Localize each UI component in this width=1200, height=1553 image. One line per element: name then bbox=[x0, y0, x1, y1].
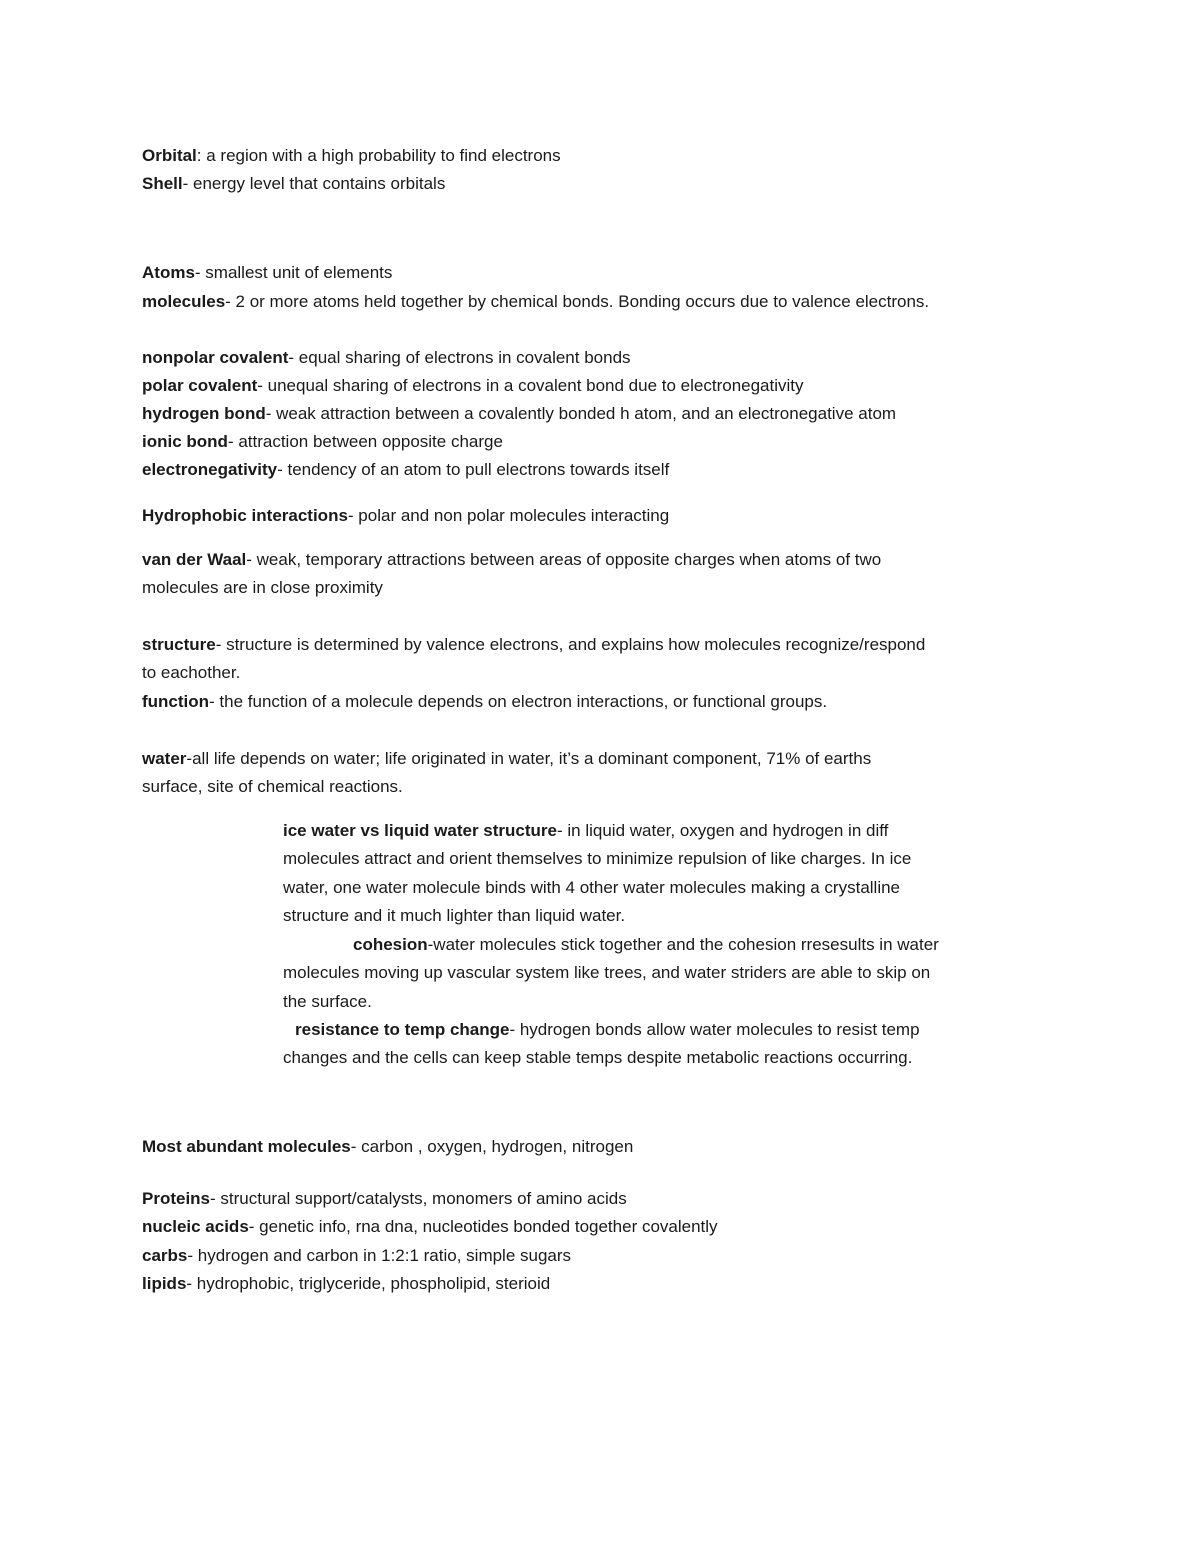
term: polar covalent bbox=[142, 376, 258, 395]
term: nonpolar covalent bbox=[142, 348, 289, 367]
term: hydrogen bond bbox=[142, 404, 266, 423]
ice-water-continuation-1: molecules attract and orient themselves to minimize repulsion of like charges. In ice bbox=[283, 849, 912, 868]
definition: - weak attraction between a covalently bonded h atom, and an electronegative atom bbox=[265, 404, 897, 423]
term: ionic bond bbox=[142, 432, 228, 451]
definition: - polar and non polar molecules interacting bbox=[347, 506, 670, 525]
term: electronegativity bbox=[142, 460, 278, 479]
cohesion-line bbox=[353, 934, 939, 956]
function-line bbox=[142, 691, 827, 713]
definition: - hydrogen bonds allow water molecules to resist temp bbox=[509, 1020, 920, 1039]
definition: - 2 or more atoms held together by chemical bonds. Bonding occurs due to valence electrons. bbox=[225, 292, 930, 311]
ice-water-line bbox=[283, 820, 888, 842]
term: structure bbox=[142, 635, 216, 654]
ice-water-continuation-2: water, one water molecule binds with 4 other water molecules making a crystalline bbox=[283, 878, 901, 897]
term: resistance to temp change bbox=[295, 1020, 510, 1039]
definition: - hydrophobic, triglyceride, phospholipid, sterioid bbox=[186, 1274, 551, 1293]
resistance-continuation: changes and the cells can keep stable temps despite metabolic reactions occurring. bbox=[283, 1048, 913, 1067]
shell-line bbox=[142, 173, 445, 195]
structure-continuation: to eachother. bbox=[142, 663, 241, 682]
definition: - energy level that contains orbitals bbox=[182, 174, 446, 193]
definition: - genetic info, rna dna, nucleotides bonded together covalently bbox=[248, 1217, 718, 1236]
resistance-line bbox=[295, 1019, 920, 1041]
definition: - the function of a molecule depends on electron interactions, or functional groups. bbox=[209, 692, 828, 711]
van-der-waal-continuation: molecules are in close proximity bbox=[142, 578, 383, 597]
term: Shell bbox=[142, 174, 183, 193]
term: Atoms bbox=[142, 263, 195, 282]
hydrogen-bond-line bbox=[142, 403, 896, 425]
definition: - attraction between opposite charge bbox=[227, 432, 503, 451]
term: water bbox=[142, 749, 187, 768]
definition: - smallest unit of elements bbox=[194, 263, 393, 282]
definition: - equal sharing of electrons in covalent bonds bbox=[288, 348, 631, 367]
term: Orbital bbox=[142, 146, 197, 165]
term: cohesion bbox=[353, 935, 428, 954]
term: carbs bbox=[142, 1246, 188, 1265]
water-line bbox=[142, 748, 871, 770]
nonpolar-line bbox=[142, 347, 631, 369]
term: van der Waal bbox=[142, 550, 247, 569]
definition: - in liquid water, oxygen and hydrogen in diff bbox=[556, 821, 889, 840]
ionic-bond-line bbox=[142, 431, 503, 453]
ice-water-continuation-3: structure and it much lighter than liquid water. bbox=[283, 906, 626, 925]
structure-line bbox=[142, 634, 925, 656]
term: Proteins bbox=[142, 1189, 211, 1208]
definition: - unequal sharing of electrons in a covalent bond due to electronegativity bbox=[257, 376, 804, 395]
definition: - hydrogen and carbon in 1:2:1 ratio, simple sugars bbox=[187, 1246, 572, 1265]
nucleic-acids-line bbox=[142, 1216, 718, 1238]
cohesion-continuation-1: molecules moving up vascular system like trees, and water striders are able to skip on bbox=[283, 963, 931, 982]
definition: - tendency of an atom to pull electrons towards itself bbox=[277, 460, 670, 479]
hydrophobic-line bbox=[142, 505, 669, 527]
atoms-line bbox=[142, 262, 392, 284]
carbs-line bbox=[142, 1245, 571, 1267]
term: Most abundant molecules bbox=[142, 1137, 351, 1156]
definition: - weak, temporary attractions between areas of opposite charges when atoms of two bbox=[246, 550, 882, 569]
van-der-waal-line bbox=[142, 549, 881, 571]
definition: -all life depends on water; life originated in water, it’s a dominant component, 71% of earths bbox=[186, 749, 872, 768]
term: function bbox=[142, 692, 210, 711]
orbital-line bbox=[142, 145, 561, 167]
abundant-line bbox=[142, 1136, 633, 1158]
electronegativity-line bbox=[142, 459, 669, 481]
proteins-line bbox=[142, 1188, 627, 1210]
term: ice water vs liquid water structure bbox=[283, 821, 557, 840]
definition: - carbon , oxygen, hydrogen, nitrogen bbox=[350, 1137, 634, 1156]
term: nucleic acids bbox=[142, 1217, 249, 1236]
cohesion-continuation-2: the surface. bbox=[283, 992, 372, 1011]
definition: : a region with a high probability to find electrons bbox=[196, 146, 561, 165]
term: molecules bbox=[142, 292, 226, 311]
polar-line bbox=[142, 375, 804, 397]
definition: - structure is determined by valence electrons, and explains how molecules recognize/respond bbox=[215, 635, 926, 654]
molecules-line bbox=[142, 291, 929, 313]
term: Hydrophobic interactions bbox=[142, 506, 348, 525]
water-continuation: surface, site of chemical reactions. bbox=[142, 777, 403, 796]
definition: -water molecules stick together and the cohesion rresesults in water bbox=[427, 935, 939, 954]
lipids-line bbox=[142, 1273, 550, 1295]
term: lipids bbox=[142, 1274, 187, 1293]
definition: - structural support/catalysts, monomers of amino acids bbox=[210, 1189, 627, 1208]
